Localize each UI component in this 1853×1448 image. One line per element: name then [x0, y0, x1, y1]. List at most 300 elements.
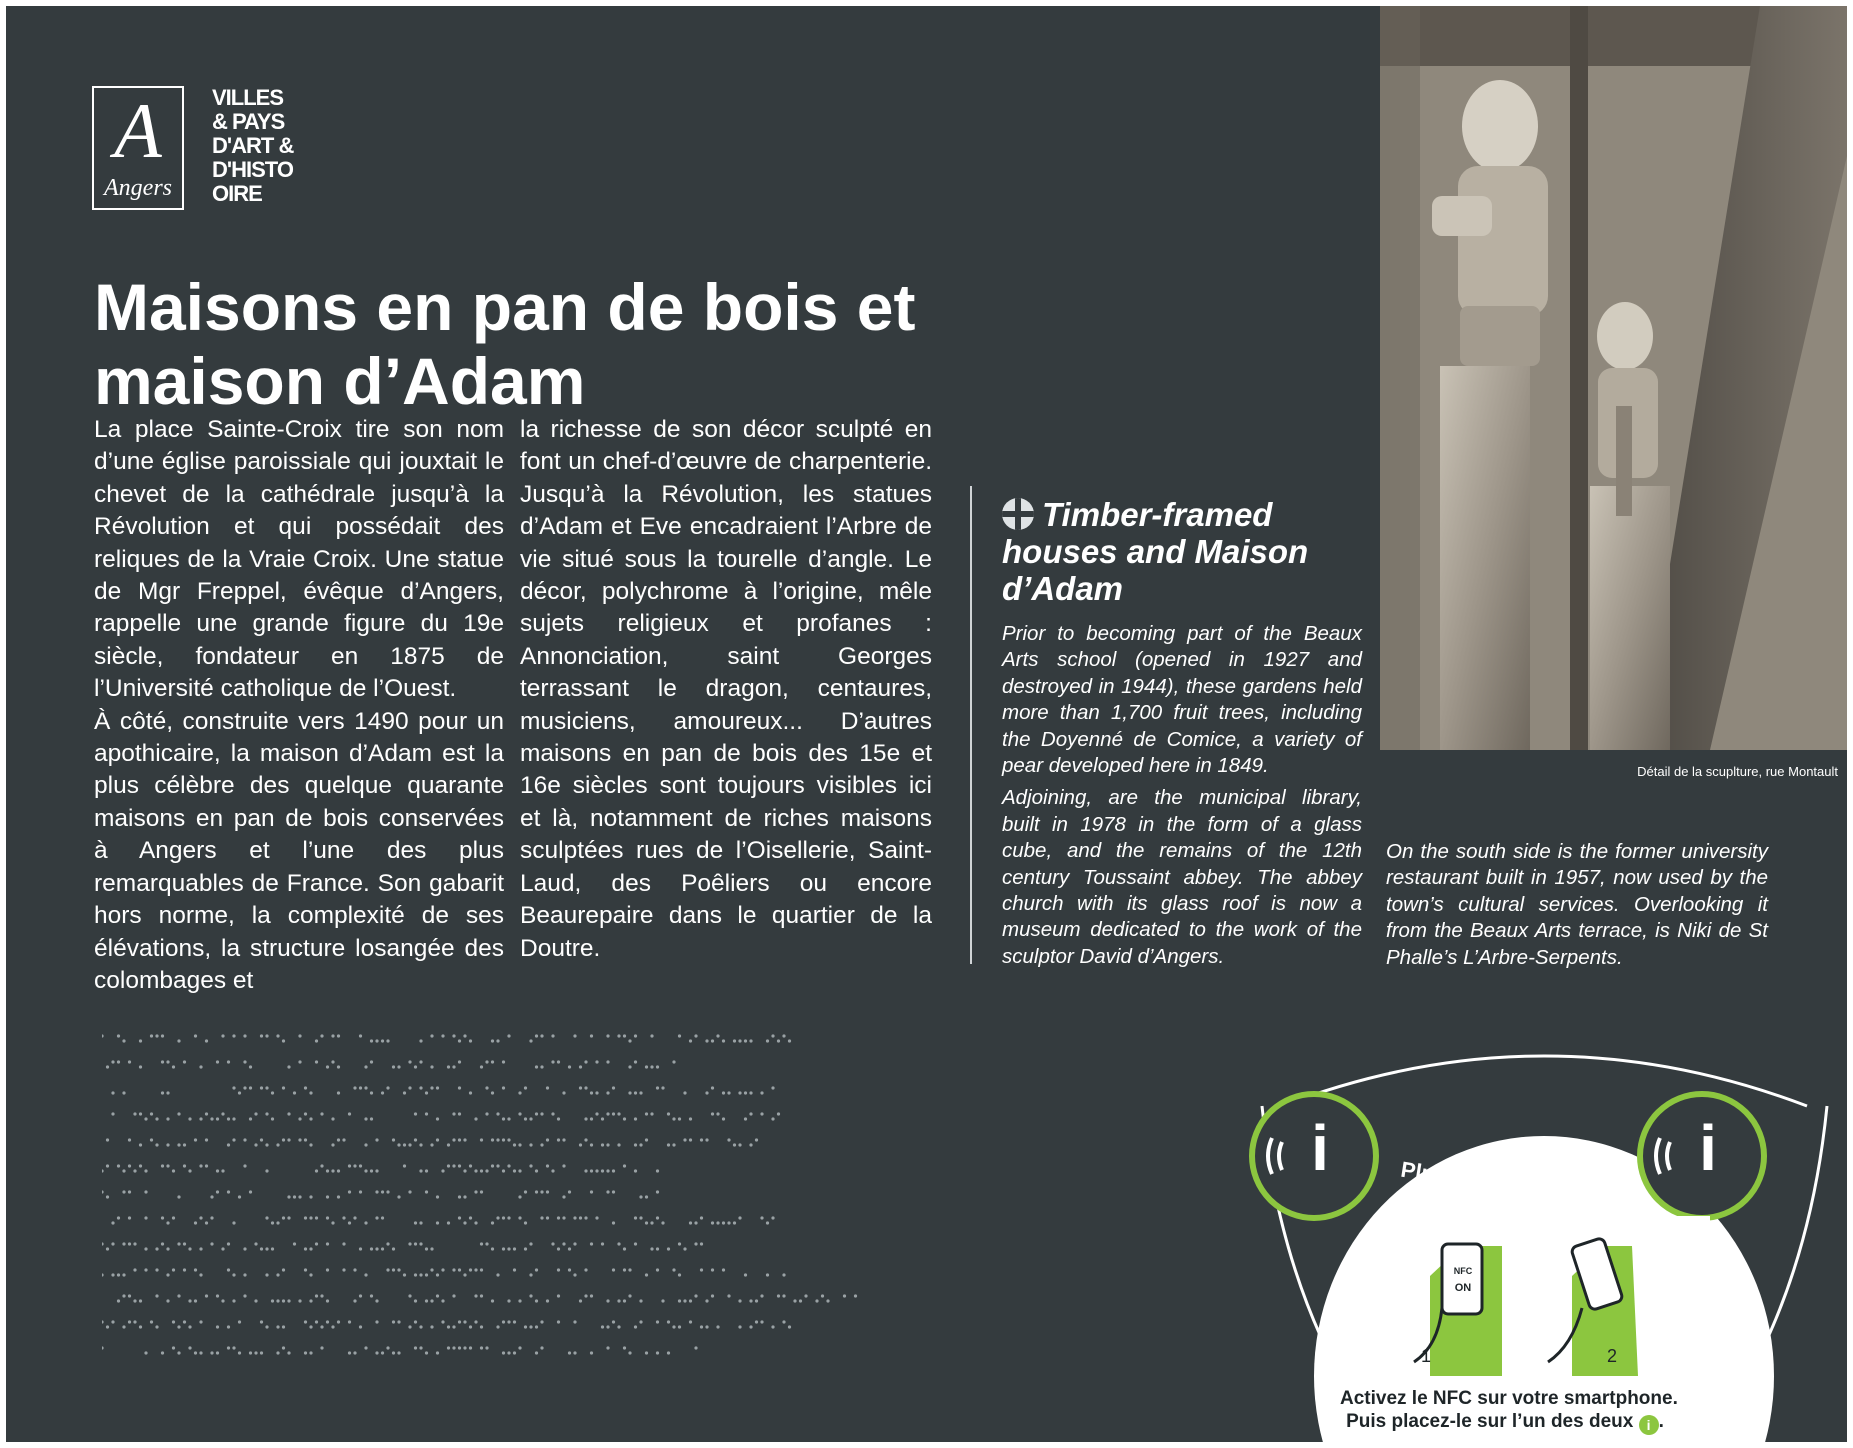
braille-dot	[672, 1060, 675, 1063]
braille-dot	[656, 1190, 659, 1193]
vpah-logo	[212, 86, 312, 210]
braille-dot	[243, 1086, 246, 1089]
braille-dot	[469, 1164, 472, 1167]
braille-dot	[430, 1034, 433, 1037]
braille-dot	[155, 1143, 158, 1146]
braille-dot	[672, 1325, 675, 1328]
braille-dot	[518, 1112, 521, 1115]
braille-dot	[518, 1216, 521, 1219]
braille-dot	[447, 1065, 450, 1068]
braille-dot	[359, 1190, 362, 1193]
braille-dot	[397, 1143, 400, 1146]
braille-dot	[364, 1346, 367, 1349]
braille-dot	[458, 1346, 461, 1349]
braille-dot	[639, 1216, 642, 1219]
braille-dot	[348, 1351, 351, 1354]
braille-dot	[166, 1091, 169, 1094]
braille-dot	[480, 1138, 483, 1141]
braille-dot	[276, 1325, 279, 1328]
vpah-logo-line: VILLES	[212, 86, 284, 110]
braille-dot	[711, 1268, 714, 1271]
braille-dot	[656, 1086, 659, 1089]
braille-dot	[353, 1351, 356, 1354]
braille-dot	[623, 1164, 626, 1167]
braille-dot	[304, 1216, 307, 1219]
braille-dot	[199, 1320, 202, 1323]
uk-flag-icon	[1002, 498, 1034, 530]
braille-dot	[386, 1242, 389, 1245]
braille-dot	[133, 1299, 136, 1302]
braille-dot	[634, 1117, 637, 1120]
braille-dot	[568, 1190, 571, 1193]
braille-dot	[282, 1346, 285, 1349]
photo-caption: Détail de la scuplture, rue Montault	[1637, 764, 1838, 779]
braille-dot	[326, 1169, 329, 1172]
braille-dot	[557, 1216, 560, 1219]
braille-dot	[568, 1247, 571, 1250]
braille-dot	[656, 1247, 659, 1250]
braille-dot	[309, 1117, 312, 1120]
braille-dot	[463, 1034, 466, 1037]
braille-dot	[386, 1346, 389, 1349]
braille-dot	[507, 1034, 510, 1037]
braille-dot	[661, 1299, 664, 1302]
braille-dot	[749, 1039, 752, 1042]
braille-dot	[414, 1065, 417, 1068]
phone-icon	[1442, 1244, 1482, 1314]
braille-dot	[524, 1190, 527, 1193]
nfc-info-area	[1242, 1046, 1847, 1442]
braille-dot	[216, 1190, 219, 1193]
braille-dot	[634, 1216, 637, 1219]
braille-dot	[634, 1091, 637, 1094]
braille-dot	[491, 1221, 494, 1224]
braille-dot	[771, 1117, 774, 1120]
braille-dot	[375, 1299, 378, 1302]
braille-dot	[287, 1195, 290, 1198]
braille-dot	[755, 1299, 758, 1302]
braille-dot	[496, 1164, 499, 1167]
braille-dot	[315, 1060, 318, 1063]
braille-dot	[188, 1346, 191, 1349]
braille-dot	[590, 1294, 593, 1297]
braille-dot	[562, 1216, 565, 1219]
braille-dot	[227, 1268, 230, 1271]
braille-dot	[645, 1273, 648, 1276]
braille-dot	[326, 1242, 329, 1245]
braille-dot	[551, 1112, 554, 1115]
braille-dot	[221, 1299, 224, 1302]
braille-dot	[771, 1325, 774, 1328]
braille-dot	[694, 1242, 697, 1245]
braille-dot	[584, 1086, 587, 1089]
braille-dot	[584, 1117, 587, 1120]
braille-dot	[749, 1143, 752, 1146]
braille-dot	[436, 1221, 439, 1224]
braille-dot	[128, 1320, 131, 1323]
braille-dot	[320, 1164, 323, 1167]
braille-dot	[540, 1034, 543, 1037]
braille-dot	[463, 1320, 466, 1323]
braille-dot	[337, 1138, 340, 1141]
braille-dot	[364, 1273, 367, 1276]
braille-dot	[188, 1169, 191, 1172]
braille-dot	[430, 1247, 433, 1250]
braille-dot	[315, 1039, 318, 1042]
braille-dot	[326, 1268, 329, 1271]
phone-nfc-label: NFC	[1453, 1266, 1473, 1276]
braille-dot	[628, 1294, 631, 1297]
braille-dot	[491, 1247, 494, 1250]
braille-dot	[133, 1268, 136, 1271]
braille-dot	[617, 1143, 620, 1146]
braille-dot	[678, 1117, 681, 1120]
braille-dot	[364, 1117, 367, 1120]
braille-dot	[260, 1138, 263, 1141]
braille-dot	[540, 1346, 543, 1349]
braille-dot	[678, 1299, 681, 1302]
braille-dot	[452, 1346, 455, 1349]
braille-dot	[436, 1086, 439, 1089]
braille-dot	[557, 1117, 560, 1120]
braille-dot	[502, 1247, 505, 1250]
braille-dot	[122, 1039, 125, 1042]
braille-dot	[254, 1242, 257, 1245]
braille-dot	[507, 1164, 510, 1167]
braille-dot	[540, 1112, 543, 1115]
braille-dot	[276, 1221, 279, 1224]
braille-dot	[491, 1138, 494, 1141]
braille-dot	[705, 1039, 708, 1042]
braille-dot	[529, 1242, 532, 1245]
braille-dot	[375, 1190, 378, 1193]
braille-dot	[705, 1138, 708, 1141]
nfc-instructions	[1340, 1387, 1678, 1435]
braille-dot	[606, 1112, 609, 1115]
braille-dot	[172, 1169, 175, 1172]
braille-dot	[139, 1143, 142, 1146]
braille-dot	[392, 1320, 395, 1323]
braille-dot	[496, 1325, 499, 1328]
braille-dot	[447, 1221, 450, 1224]
braille-dot	[232, 1034, 235, 1037]
braille-dot	[777, 1112, 780, 1115]
braille-dot	[243, 1164, 246, 1167]
braille-dot	[414, 1221, 417, 1224]
braille-dot	[320, 1346, 323, 1349]
braille-dot	[458, 1112, 461, 1115]
braille-dot	[287, 1216, 290, 1219]
braille-dot	[645, 1112, 648, 1115]
braille-dot	[183, 1060, 186, 1063]
braille-dot	[452, 1164, 455, 1167]
braille-dot	[551, 1034, 554, 1037]
nfc-instruction-line: Activez le NFC sur votre smartphone.	[1340, 1388, 1678, 1409]
braille-dot	[117, 1299, 120, 1302]
braille-dot	[491, 1164, 494, 1167]
braille-dot	[645, 1065, 648, 1068]
braille-dot	[370, 1169, 373, 1172]
braille-dot	[408, 1294, 411, 1297]
braille-dot	[766, 1221, 769, 1224]
braille-dot	[507, 1117, 510, 1120]
braille-dot	[634, 1143, 637, 1146]
braille-dot	[463, 1138, 466, 1141]
braille-dot	[573, 1351, 576, 1354]
braille-dot	[639, 1091, 642, 1094]
braille-dot	[122, 1091, 125, 1094]
braille-dot	[452, 1325, 455, 1328]
braille-dot	[359, 1247, 362, 1250]
braille-dot	[557, 1060, 560, 1063]
braille-dot	[617, 1325, 620, 1328]
braille-dot	[507, 1216, 510, 1219]
braille-dot	[139, 1065, 142, 1068]
braille-dot	[474, 1268, 477, 1271]
braille-dot	[645, 1195, 648, 1198]
braille-dot	[678, 1034, 681, 1037]
braille-dot	[469, 1268, 472, 1271]
braille-dot	[749, 1112, 752, 1115]
braille-dot	[128, 1216, 131, 1219]
braille-dot	[232, 1117, 235, 1120]
braille-dot	[227, 1325, 230, 1328]
braille-dot	[392, 1247, 395, 1250]
braille-dot	[326, 1195, 329, 1198]
braille-dot	[117, 1034, 120, 1037]
page-title: Maisons en pan de bois et maison d’Adam	[94, 270, 916, 418]
braille-dot	[161, 1242, 164, 1245]
braille-dot	[700, 1138, 703, 1141]
braille-dot	[485, 1112, 488, 1115]
braille-dot	[557, 1294, 560, 1297]
braille-dot	[128, 1138, 131, 1141]
braille-dot	[359, 1086, 362, 1089]
braille-dot	[535, 1190, 538, 1193]
braille-dot	[579, 1299, 582, 1302]
braille-dot	[425, 1112, 428, 1115]
braille-dot	[298, 1117, 301, 1120]
braille-dot	[480, 1325, 483, 1328]
braille-dot	[469, 1325, 472, 1328]
braille-dot	[650, 1112, 653, 1115]
braille-dot	[766, 1273, 769, 1276]
braille-dot	[177, 1112, 180, 1115]
braille-dot	[612, 1190, 615, 1193]
braille-dot	[590, 1242, 593, 1245]
braille-dot	[458, 1039, 461, 1042]
braille-dot	[111, 1273, 114, 1276]
english-heading-text: Timber-framed houses and Maison d’Adam	[1002, 496, 1309, 607]
braille-dot	[199, 1164, 202, 1167]
braille-dot	[161, 1164, 164, 1167]
braille-dot	[150, 1320, 153, 1323]
braille-dot	[419, 1086, 422, 1089]
braille-dot	[326, 1299, 329, 1302]
braille-dot	[133, 1320, 136, 1323]
braille-dot	[716, 1034, 719, 1037]
braille-dot	[744, 1091, 747, 1094]
braille-dot	[628, 1039, 631, 1042]
braille-dot	[282, 1039, 285, 1042]
braille-dot	[282, 1138, 285, 1141]
braille-dot	[546, 1164, 549, 1167]
nfc-instruction-line: Puis placez-le sur l’un des deux i .	[1346, 1411, 1664, 1433]
braille-dot	[590, 1034, 593, 1037]
braille-dot	[243, 1138, 246, 1141]
braille-dot	[102, 1034, 104, 1037]
braille-dot	[491, 1039, 494, 1042]
braille-dot	[265, 1169, 268, 1172]
nfc-info-glyph-left: i	[1311, 1112, 1329, 1184]
braille-dot	[722, 1221, 725, 1224]
angers-logo-label: Angers	[104, 175, 172, 201]
braille-dot	[458, 1195, 461, 1198]
braille-dot	[425, 1190, 428, 1193]
braille-dot	[436, 1138, 439, 1141]
braille-dot	[155, 1117, 158, 1120]
braille-dot	[287, 1112, 290, 1115]
braille-dot	[161, 1060, 164, 1063]
braille-dot	[403, 1143, 406, 1146]
braille-dot	[194, 1034, 197, 1037]
braille-dot	[210, 1351, 213, 1354]
braille-dot	[463, 1169, 466, 1172]
nfc-info-glyph-right: i	[1699, 1112, 1717, 1184]
braille-dot	[529, 1164, 532, 1167]
braille-rows	[102, 1028, 822, 1032]
braille-dot	[392, 1065, 395, 1068]
braille-dot	[722, 1039, 725, 1042]
braille-dot	[155, 1268, 158, 1271]
braille-dot	[419, 1325, 422, 1328]
braille-dot	[348, 1164, 351, 1167]
braille-dot	[128, 1164, 131, 1167]
braille-dot	[595, 1091, 598, 1094]
braille-dot	[573, 1320, 576, 1323]
braille-dot	[749, 1299, 752, 1302]
braille-dot	[221, 1034, 224, 1037]
braille-dot	[826, 1299, 829, 1302]
braille-dot	[755, 1138, 758, 1141]
braille-dot	[733, 1039, 736, 1042]
braille-dot	[122, 1190, 125, 1193]
braille-dot	[502, 1117, 505, 1120]
braille-dot	[265, 1112, 268, 1115]
braille-dot	[524, 1086, 527, 1089]
braille-dot	[711, 1112, 714, 1115]
braille-dot	[381, 1247, 384, 1250]
braille-dot	[760, 1216, 763, 1219]
braille-dot	[507, 1138, 510, 1141]
braille-dot	[408, 1143, 411, 1146]
braille-dot	[430, 1268, 433, 1271]
braille-dot	[452, 1138, 455, 1141]
braille-dot	[397, 1195, 400, 1198]
braille-dot	[683, 1247, 686, 1250]
braille-dot	[161, 1034, 164, 1037]
braille-dot	[309, 1273, 312, 1276]
braille-dot	[243, 1273, 246, 1276]
braille-dot	[276, 1034, 279, 1037]
braille-dot	[216, 1060, 219, 1063]
braille-dot	[364, 1143, 367, 1146]
braille-dot	[232, 1086, 235, 1089]
braille-dot	[606, 1169, 609, 1172]
braille-dot	[854, 1294, 857, 1297]
braille-dot	[639, 1195, 642, 1198]
braille-dot	[375, 1247, 378, 1250]
braille-dot	[381, 1351, 384, 1354]
braille-dot	[265, 1086, 268, 1089]
braille-dot	[623, 1117, 626, 1120]
braille-dot	[700, 1325, 703, 1328]
braille-dot	[227, 1190, 230, 1193]
braille-dot	[183, 1143, 186, 1146]
braille-dot	[551, 1060, 554, 1063]
braille-dot	[557, 1138, 560, 1141]
braille-dot	[738, 1143, 741, 1146]
braille-dot	[397, 1065, 400, 1068]
braille-dot	[458, 1268, 461, 1271]
braille-dot	[738, 1091, 741, 1094]
sculpture-illustration	[1380, 6, 1847, 750]
braille-dot	[546, 1138, 549, 1141]
braille-dot	[177, 1143, 180, 1146]
braille-dot	[102, 1346, 104, 1349]
braille-dot	[601, 1143, 604, 1146]
angers-logo-letter: A	[114, 87, 162, 174]
braille-dot	[210, 1195, 213, 1198]
braille-dot	[309, 1247, 312, 1250]
braille-dot	[612, 1169, 615, 1172]
braille-dot	[271, 1091, 274, 1094]
braille-dot	[144, 1351, 147, 1354]
braille-dot	[161, 1091, 164, 1094]
braille-dot	[139, 1299, 142, 1302]
braille-dot	[430, 1143, 433, 1146]
braille-dot	[348, 1190, 351, 1193]
braille-dot	[507, 1320, 510, 1323]
braille-dot	[535, 1351, 538, 1354]
braille-dot	[309, 1299, 312, 1302]
braille-dot	[304, 1138, 307, 1141]
braille-dot	[568, 1065, 571, 1068]
braille-dot	[623, 1346, 626, 1349]
braille-dot	[667, 1247, 670, 1250]
nfc-title: Plus d’informations ?	[1399, 1156, 1626, 1217]
braille-dot	[612, 1221, 615, 1224]
braille-dot	[117, 1216, 120, 1219]
braille-dot	[529, 1294, 532, 1297]
braille-dot	[430, 1325, 433, 1328]
braille-dot	[172, 1216, 175, 1219]
braille-dot	[562, 1091, 565, 1094]
braille-dot	[436, 1195, 439, 1198]
braille-dot	[738, 1325, 741, 1328]
braille-dot	[122, 1273, 125, 1276]
braille-dot	[117, 1164, 120, 1167]
braille-dot	[216, 1351, 219, 1354]
braille-dot	[348, 1112, 351, 1115]
braille-dot	[727, 1091, 730, 1094]
braille-dot	[771, 1034, 774, 1037]
braille-dot	[507, 1247, 510, 1250]
braille-dot	[304, 1086, 307, 1089]
braille-dot	[166, 1143, 169, 1146]
braille-dot	[716, 1221, 719, 1224]
braille-dot	[474, 1221, 477, 1224]
